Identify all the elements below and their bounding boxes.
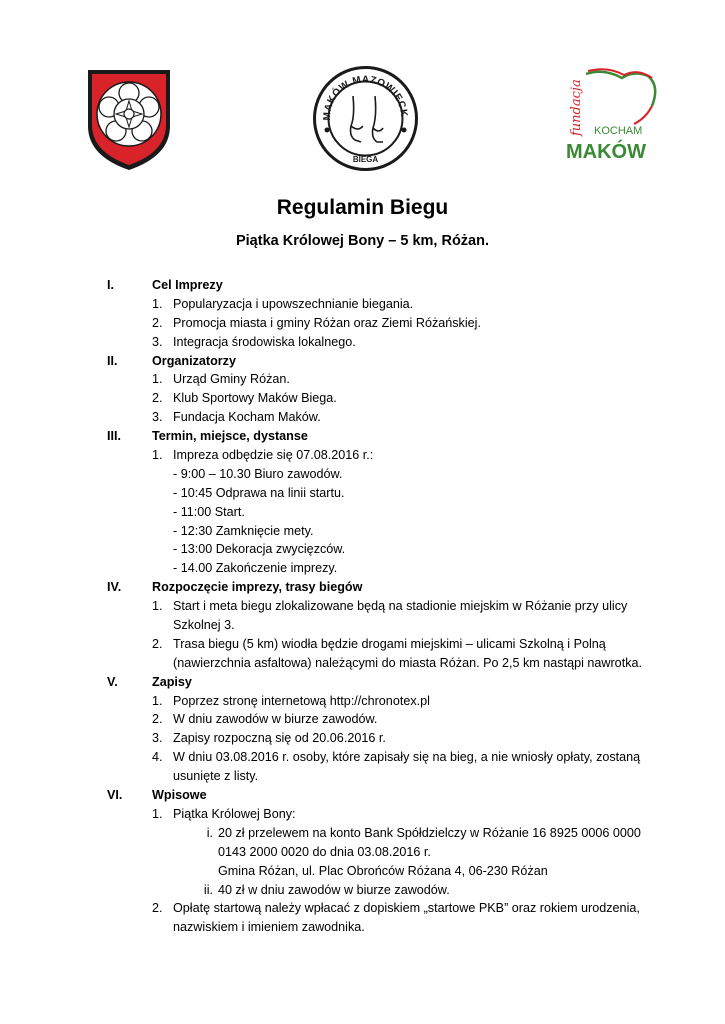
list-item-text: Piątka Królowej Bony:	[173, 806, 296, 821]
list-item-line	[0, 484, 725, 503]
list-item-text: Opłatę startową należy wpłacać z dopiskiem „startowe PKB” oraz rokiem urodzenia,	[173, 901, 640, 916]
sublist-item-number: i.	[206, 825, 213, 840]
list-item-number: 1.	[152, 448, 163, 463]
list-item-text: usunięte z listy.	[173, 769, 259, 784]
list-item-line	[0, 522, 725, 541]
list-item-text: - 10:45 Odprawa na linii startu.	[173, 485, 345, 500]
list-item-line	[0, 333, 725, 352]
section-number: I.	[107, 278, 114, 292]
section-heading	[0, 786, 725, 805]
list-item-number: 1.	[152, 806, 163, 821]
sublist-item-line	[0, 843, 725, 862]
list-item-number: 3.	[152, 731, 163, 746]
list-item-text: - 12:30 Zamknięcie mety.	[173, 523, 314, 538]
section-heading	[0, 276, 725, 295]
sublist-item-number: ii.	[203, 882, 213, 897]
sublist-item-text: 0143 2000 0020 do dnia 03.08.2016 r.	[218, 844, 431, 859]
list-item-line	[0, 314, 725, 333]
crest-logo-icon	[86, 68, 172, 172]
list-item-line	[0, 654, 725, 673]
list-item-text: - 14.00 Zakończenie imprezy.	[173, 561, 338, 576]
sublist-item-text: Gmina Różan, ul. Plac Obrońców Różana 4, 06-230 Różan	[218, 863, 548, 878]
club-logo-text-top: MAKÓW MAZOWIECK	[321, 74, 410, 121]
list-item-text: Popularyzacja i upowszechnianie biegania.	[173, 296, 414, 311]
sublist-item-text: 40 zł w dniu zawodów w biurze zawodów.	[218, 882, 450, 897]
list-item-text: Impreza odbędzie się 07.08.2016 r.:	[173, 448, 374, 463]
section-heading	[0, 578, 725, 597]
list-item-text: Promocja miasta i gminy Różan oraz Ziemi Różańskiej.	[173, 315, 481, 330]
regulation-content	[0, 276, 725, 937]
list-item-line	[0, 729, 725, 748]
list-item-number: 1.	[152, 693, 163, 708]
section-title: Wpisowe	[152, 788, 207, 803]
list-item-text: Klub Sportowy Maków Biega.	[173, 391, 337, 406]
sublist-item-line	[0, 862, 725, 881]
list-item-number: 3.	[152, 334, 163, 349]
list-item-text: Zapisy rozpoczną się od 20.06.2016 r.	[173, 731, 386, 746]
list-item-number: 2.	[152, 712, 163, 727]
list-item-line	[0, 540, 725, 559]
list-item-number: 2.	[152, 391, 163, 406]
section-number: VI.	[107, 788, 123, 803]
section-title: Zapisy	[152, 674, 192, 689]
section-number: IV.	[107, 580, 122, 595]
fund-logo-small: KOCHAM	[594, 125, 643, 137]
list-item-text: Trasa biegu (5 km) wiodła będzie drogami miejskimi – ulicami Szkolną i Polną	[173, 636, 606, 651]
list-item-line	[0, 559, 725, 578]
list-item-line	[0, 748, 725, 767]
list-item-line	[0, 767, 725, 786]
list-item-text: - 11:00 Start.	[173, 504, 245, 519]
fund-logo-big: MAKÓW	[566, 141, 646, 163]
section-heading	[0, 673, 725, 692]
section-heading	[0, 352, 725, 371]
section-number: V.	[107, 674, 118, 689]
section-title: Rozpoczęcie imprezy, trasy biegów	[152, 580, 363, 595]
sublist-item-text: 20 zł przelewem na konto Bank Spółdzielczy w Różanie 16 8925 0006 0000	[218, 825, 641, 840]
document-title: Regulamin Biegu	[276, 196, 449, 219]
list-item-number: 2.	[152, 901, 163, 916]
list-item-text: Integracja środowiska lokalnego.	[173, 334, 356, 349]
section-title: Termin, miejsce, dystanse	[152, 429, 308, 444]
list-item-text: W dniu 03.08.2016 r. osoby, które zapisały się na bieg, a nie wniosły opłaty, zostaną	[173, 750, 641, 765]
list-item-text: nazwiskiem i imieniem zawodnika.	[173, 920, 365, 935]
fundacja-logo-icon	[564, 66, 660, 164]
section-heading	[0, 427, 725, 446]
list-item-number: 2.	[152, 315, 163, 330]
club-logo-icon	[313, 66, 418, 171]
list-item-line	[0, 635, 725, 654]
list-item-line	[0, 899, 725, 918]
list-item-line	[0, 710, 725, 729]
list-item-line	[0, 918, 725, 937]
list-item-number: 3.	[152, 410, 163, 425]
list-item-text: Urząd Gminy Różan.	[173, 372, 290, 387]
section-number: III.	[107, 429, 121, 444]
list-item-text: Szkolnej 3.	[173, 618, 235, 633]
list-item-number: 4.	[152, 750, 163, 765]
document-subtitle: Piątka Królowej Bony – 5 km, Różan.	[235, 233, 489, 249]
list-item-number: 2.	[152, 636, 163, 651]
list-item-text: - 13:00 Dekoracja zwycięzców.	[173, 542, 346, 557]
list-item-text: Poprzez stronę internetową http://chronotex.pl	[173, 693, 430, 708]
list-item-line	[0, 389, 725, 408]
sublist-item-line	[0, 881, 725, 900]
list-item-text: Fundacja Kocham Maków.	[173, 410, 321, 425]
list-item-line	[0, 408, 725, 427]
list-item-number: 1.	[152, 599, 163, 614]
list-item-line	[0, 503, 725, 522]
list-item-line	[0, 446, 725, 465]
list-item-text: W dniu zawodów w biurze zawodów.	[173, 712, 378, 727]
list-item-text: - 9:00 – 10.30 Biuro zawodów.	[173, 466, 343, 481]
list-item-text: Start i meta biegu zlokalizowane będą na stadionie miejskim w Różanie przy ulicy	[173, 599, 628, 614]
list-item-line	[0, 616, 725, 635]
list-item-line	[0, 692, 725, 711]
list-item-line	[0, 465, 725, 484]
section-title: Organizatorzy	[152, 353, 236, 368]
club-logo-text-bottom: BIEGA	[352, 155, 379, 164]
list-item-text: (nawierzchnia asfaltowa) należącymi do miasta Różan. Po 2,5 km nastąpi nawrotka.	[173, 655, 642, 670]
list-item-line	[0, 805, 725, 824]
list-item-line	[0, 295, 725, 314]
sublist-item-line	[0, 824, 725, 843]
list-item-line	[0, 597, 725, 616]
section-title: Cel Imprezy	[152, 278, 223, 292]
list-item-line	[0, 370, 725, 389]
fund-logo-script: fundacja	[569, 79, 584, 136]
section-number: II.	[107, 353, 118, 368]
list-item-number: 1.	[152, 372, 163, 387]
list-item-number: 1.	[152, 296, 163, 311]
